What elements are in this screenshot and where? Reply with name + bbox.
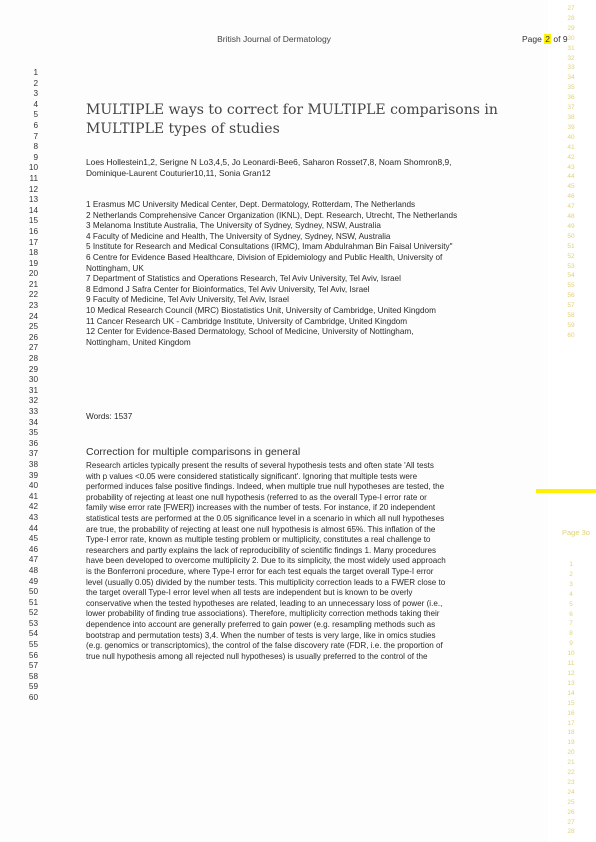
- margin-number: 7: [569, 620, 573, 628]
- margin-number: 28: [567, 14, 575, 22]
- body-line: are true, the probability of rejecting at least one null hypothesis is almost 65%. This inflation of the: [86, 524, 436, 534]
- line-number: 41: [28, 491, 38, 501]
- margin-number: 3: [569, 580, 573, 588]
- right-margin-numbers-top: [563, 4, 579, 341]
- margin-number: 54: [567, 272, 575, 280]
- affiliation-line: 5 Institute for Research and Medical Consultations (IRMC), Imam Abdulrahman Bin Faisal University": [86, 242, 453, 252]
- line-number: 25: [28, 322, 38, 332]
- right-margin-page-label: Page 3o: [562, 528, 590, 537]
- margin-number: 57: [567, 302, 575, 310]
- margin-number: 52: [567, 252, 575, 260]
- margin-number: 26: [567, 808, 575, 816]
- section-heading: Correction for multiple comparisons in general: [86, 446, 301, 458]
- line-number: 23: [28, 301, 38, 311]
- margin-number: 58: [567, 312, 575, 320]
- margin-number: 40: [567, 133, 575, 141]
- affiliation-line: 2 Netherlands Comprehensive Cancer Organization (IKNL), Dept. Research, Utrecht, The Netherlands: [86, 210, 458, 220]
- line-number: 36: [28, 438, 38, 448]
- margin-number: 32: [567, 54, 575, 62]
- margin-number: 55: [567, 282, 575, 290]
- affiliation-line: 10 Medical Research Council (MRC) Biostatistics Unit, University of Cambridge, United Kingdom: [86, 305, 436, 315]
- margin-number: 36: [567, 94, 575, 102]
- body-line: family wise error rate [FWER]) increases with the number of tests. For instance, if 20 independent: [86, 503, 436, 513]
- body-line: statistical tests are performed at the 0.05 significance level in a scenario in which all null hypotheses: [86, 513, 445, 523]
- margin-number: 47: [567, 203, 575, 211]
- line-numbers: [6, 68, 38, 704]
- line-number: 14: [28, 205, 38, 215]
- body-line: level (usually 0.05) divided by the number tests. This multiplicity correction leads to a FWER close to: [86, 577, 446, 587]
- line-number: 1: [33, 68, 38, 77]
- word-count: Words: 1537: [86, 412, 133, 421]
- line-number: 6: [33, 120, 38, 130]
- line-number: 21: [28, 279, 38, 289]
- margin-number: 17: [567, 719, 575, 727]
- margin-number: 21: [567, 759, 575, 767]
- body-line: Research articles typically present the results of several hypothesis tests and often state 'All tests: [86, 461, 434, 470]
- line-number: 38: [28, 459, 38, 469]
- article-title: [86, 101, 506, 139]
- line-number: 28: [28, 354, 38, 364]
- line-number: 2: [33, 78, 38, 88]
- author-list: [86, 157, 506, 178]
- line-number: 16: [28, 226, 38, 236]
- margin-number: 43: [567, 163, 575, 171]
- line-number: 4: [33, 99, 38, 109]
- margin-number: 35: [567, 84, 575, 92]
- margin-number: 15: [567, 699, 575, 707]
- line-number: 9: [33, 152, 38, 162]
- affiliation-line: Nottingham, United Kingdom: [86, 337, 191, 347]
- line-number: 5: [33, 110, 38, 120]
- line-number: 50: [28, 587, 38, 597]
- line-number: 13: [28, 195, 38, 205]
- margin-number: 2: [569, 570, 573, 578]
- affiliations: [86, 200, 516, 348]
- line-number: 22: [28, 290, 38, 300]
- margin-number: 20: [567, 749, 575, 757]
- margin-number: 59: [567, 322, 575, 329]
- line-number: 56: [28, 650, 38, 660]
- affiliation-line: Nottingham, UK: [86, 263, 144, 273]
- affiliation-line: 11 Cancer Research UK - Cambridge Institute, University of Cambridge, United Kingdom: [86, 316, 408, 326]
- line-number: 42: [28, 502, 38, 512]
- margin-number: 49: [567, 222, 575, 230]
- margin-number: 37: [567, 104, 575, 112]
- line-number: 8: [33, 142, 38, 152]
- line-number: 26: [28, 332, 38, 342]
- line-number: 49: [28, 576, 38, 586]
- margin-number: 48: [567, 213, 575, 221]
- affiliation-line: 6 Centre for Evidence Based Healthcare, Division of Epidemiology and Public Health, University of: [86, 252, 443, 262]
- line-number: 20: [28, 269, 38, 279]
- margin-number: 29: [567, 24, 575, 32]
- affiliation-line: 1 Erasmus MC University Medical Center, Dept. Dermatology, Rotterdam, The Netherlands: [86, 200, 416, 209]
- margin-number: 46: [567, 193, 575, 201]
- line-number: 43: [28, 512, 38, 522]
- margin-number: 11: [567, 660, 575, 668]
- body-line: probability of rejecting at least one null hypothesis (referred to as the overall Type-I error rate or: [86, 492, 427, 502]
- body-line: (e.g. genomics or transcriptomics), the control of the false discovery rate (FDR, i.e. the proportion of: [86, 641, 443, 651]
- author-line: Loes Hollestein1,2, Serigne N Lo3,4,5, Jo Leonardi-Bee6, Saharon Rosset7,8, Noam Shomron8,9,: [86, 157, 452, 167]
- body-line: have been developed to overcome multiplicity 2. Due to its simplicity, the most widely used approach: [86, 556, 446, 566]
- right-margin-numbers-bottom: [563, 560, 579, 837]
- line-number: 35: [28, 428, 38, 438]
- line-number: 3: [33, 89, 38, 99]
- body-line: is the Bonferroni procedure, where Type-I error for each test equals the target overall Type-I error: [86, 566, 434, 576]
- margin-number: 10: [567, 650, 575, 658]
- margin-number: 44: [567, 173, 575, 181]
- line-number: 24: [28, 311, 38, 321]
- title-line: MULTIPLE ways to correct for MULTIPLE comparisons in: [86, 102, 498, 118]
- margin-number: 8: [569, 630, 573, 638]
- body-line: the target overall Type-I error level when all tests are independent but is known to be overly: [86, 588, 413, 598]
- margin-number: 14: [567, 689, 575, 697]
- line-number: 31: [28, 385, 38, 395]
- margin-number: 6: [569, 610, 573, 618]
- line-number: 32: [28, 396, 38, 406]
- line-number: 33: [28, 407, 38, 416]
- margin-number: 53: [567, 262, 575, 270]
- margin-number: 24: [567, 788, 575, 796]
- line-number: 12: [28, 184, 38, 194]
- journal-header: British Journal of Dermatology: [217, 34, 331, 44]
- line-number: 58: [28, 671, 38, 681]
- body-line: bootstrap and permutation tests) 3,4. When the number of tests is very large, like in omics studies: [86, 630, 436, 640]
- author-line: Dominique-Laurent Couturier10,11, Sonia Gran12: [86, 167, 271, 178]
- body-line: true null hypothesis among all rejected null hypotheses) is usually preferred to the control of the: [86, 651, 428, 661]
- margin-number: 31: [567, 44, 575, 52]
- margin-number: 12: [567, 669, 575, 677]
- margin-number: 45: [567, 183, 575, 191]
- affiliation-line: 12 Center for Evidence-Based Dermatology, School of Medicine, University of Nottingham,: [86, 327, 414, 337]
- body-line: with p values <0.05 were considered statistically significant'. Ignoring that multiple tests were: [86, 471, 418, 481]
- body-line: dependence into account are generally preferred to gain power (e.g. resampling methods such as: [86, 619, 436, 629]
- margin-number: 41: [567, 143, 575, 151]
- margin-number: 5: [569, 600, 573, 608]
- line-number: 53: [28, 618, 38, 628]
- affiliation-line: 8 Edmond J Safra Center for Bioinformatics, Tel Aviv University, Tel Aviv, Israel: [86, 284, 370, 294]
- line-number: 57: [28, 661, 38, 671]
- line-number: 51: [28, 597, 38, 607]
- margin-number: 38: [567, 113, 575, 121]
- margin-number: 56: [567, 292, 575, 300]
- affiliation-line: 9 Faculty of Medicine, Tel Aviv University, Tel Aviv, Israel: [86, 295, 289, 305]
- line-number: 17: [28, 237, 38, 247]
- page-number: [522, 34, 568, 44]
- line-number: 27: [28, 343, 38, 353]
- line-number: 55: [28, 640, 38, 650]
- margin-number: 22: [567, 769, 575, 777]
- title-line: MULTIPLE types of studies: [86, 121, 280, 137]
- line-number: 10: [28, 163, 38, 173]
- body-line: lower probability of finding true associations). Therefore, multiplicity correction methods taking their: [86, 609, 440, 619]
- line-number: 19: [28, 258, 38, 268]
- body-line: Type-I error rate, known as multiple testing problem or multiplicity, constitutes a real challenge to: [86, 535, 431, 545]
- line-number: 15: [28, 216, 38, 226]
- line-number: 37: [28, 449, 38, 459]
- margin-number: 60: [567, 331, 575, 339]
- margin-number: 23: [567, 778, 575, 786]
- line-number: 39: [28, 470, 38, 480]
- page-total: 9: [562, 34, 568, 44]
- line-number: 45: [28, 534, 38, 544]
- affiliation-line: 3 Melanoma Institute Australia, The University of Sydney, Sydney, NSW, Australia: [86, 221, 381, 231]
- line-number: 29: [28, 364, 38, 374]
- body-line: performed induces false positive findings. Indeed, when multiple true null hypotheses are tested, the: [86, 482, 445, 492]
- margin-number: 50: [567, 232, 575, 240]
- margin-number: 16: [567, 709, 575, 717]
- page-current: 2: [545, 34, 550, 44]
- affiliation-line: 7 Department of Statistics and Operations Research, Tel Aviv University, Tel Aviv, Israel: [86, 274, 401, 284]
- margin-number: 39: [567, 123, 575, 131]
- margin-number: 34: [567, 74, 575, 82]
- margin-number: 42: [567, 153, 575, 161]
- highlight-bar: [536, 489, 596, 493]
- body-text: [86, 461, 506, 662]
- line-number: 47: [28, 555, 38, 565]
- line-number: 48: [28, 565, 38, 575]
- page-of-label: of: [553, 34, 561, 44]
- line-number: 30: [28, 375, 38, 385]
- line-number: 52: [28, 608, 38, 618]
- margin-number: 9: [569, 640, 573, 648]
- line-number: 60: [28, 693, 38, 703]
- margin-number: 27: [567, 5, 575, 12]
- line-number: 7: [33, 131, 38, 141]
- margin-number: 28: [567, 828, 575, 836]
- margin-number: 4: [569, 590, 573, 598]
- body-line: conservative when the tested hypotheses are related, leading to an unnecessary loss of power (i.e.,: [86, 598, 443, 608]
- margin-number: 51: [567, 242, 575, 250]
- margin-number: 19: [567, 739, 575, 747]
- margin-number: 33: [567, 64, 575, 72]
- line-number: 44: [28, 523, 38, 533]
- line-number: 40: [28, 481, 38, 491]
- line-number: 11: [29, 173, 38, 183]
- margin-number: 25: [567, 798, 575, 806]
- line-number: 46: [28, 544, 38, 554]
- margin-number: 1: [569, 561, 573, 568]
- line-number: 34: [28, 417, 38, 427]
- line-number: 18: [28, 248, 38, 258]
- body-line: researchers and partly explains the lack of reproducibility of scientific findings 1. Many procedures: [86, 545, 437, 555]
- margin-number: 30: [567, 34, 575, 42]
- line-number: 54: [28, 629, 38, 639]
- margin-number: 18: [567, 729, 575, 737]
- page-label: Page: [522, 34, 542, 44]
- margin-number: 27: [567, 818, 575, 826]
- affiliation-line: 4 Faculty of Medicine and Health, The University of Sydney, Sydney, NSW, Australia: [86, 231, 391, 241]
- margin-number: 13: [567, 679, 575, 687]
- line-number: 59: [28, 682, 38, 692]
